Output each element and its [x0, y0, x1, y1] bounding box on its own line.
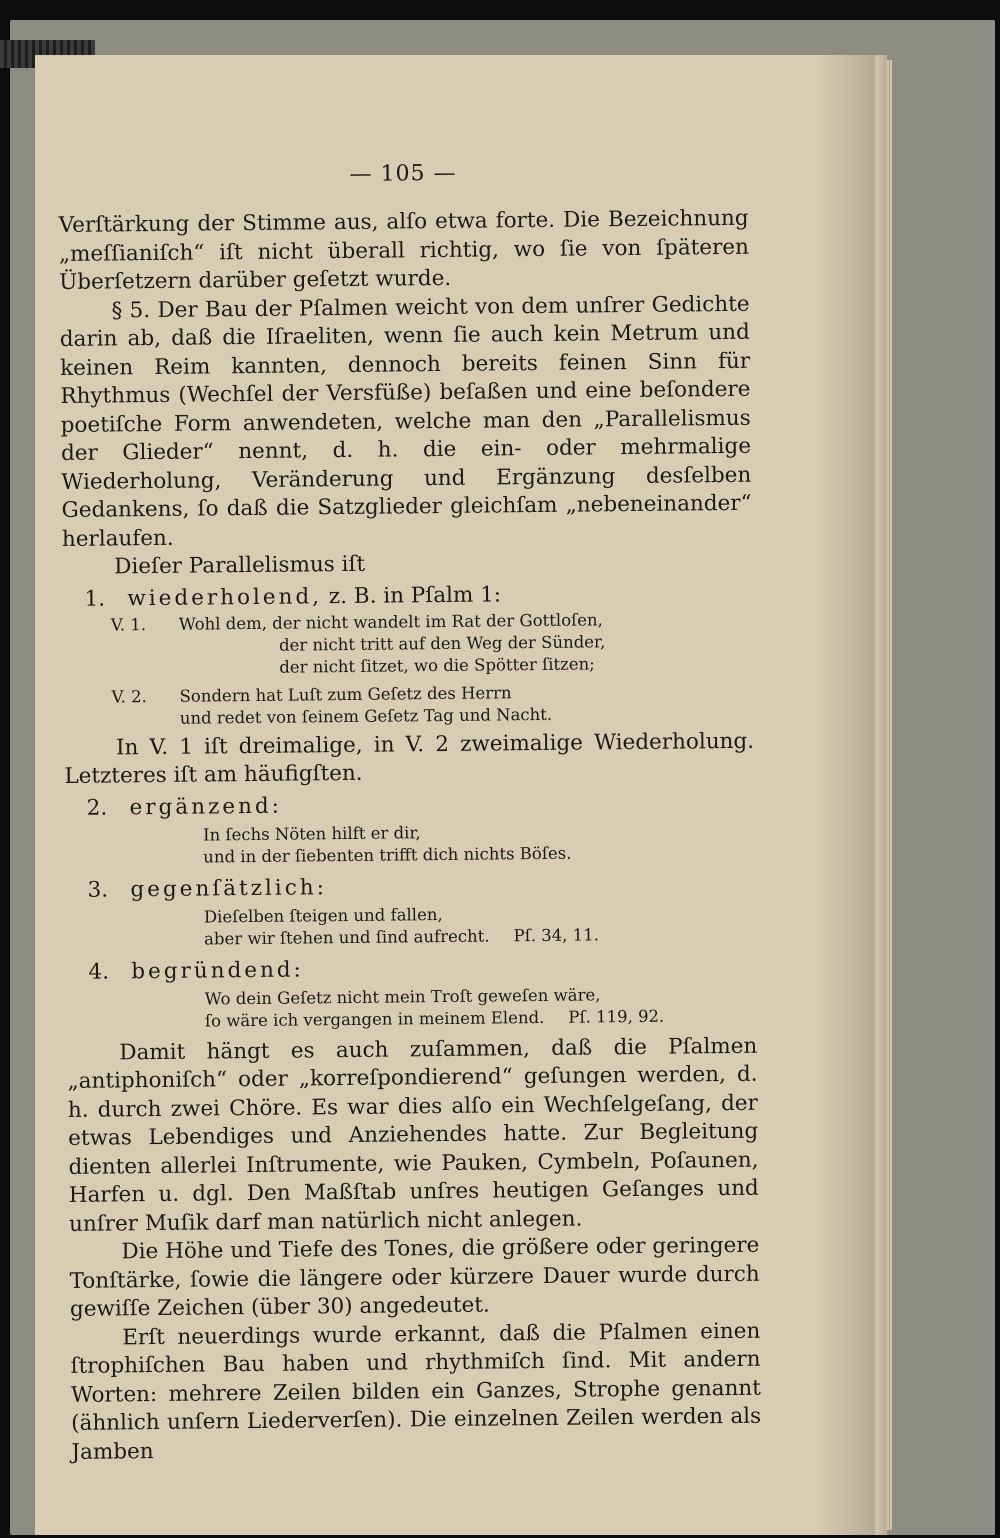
paragraph-2: § 5. Der Bau der Pſalmen weicht von dem unſrer Gedichte darin ab, daß die Iſraeliten, wenn ſie auch kein Metrum und keinen Reim kannten, dennoch bereits feinen Sinn für Rhythmus (Wechſel der Versfüße) beſaßen und eine beſondere poetiſche Form anwendeten, welche man den „Parallelismus der Glieder“ nennt, d. h. die ein- oder mehrmalige Wiederholung, Veränderung und Ergänzung desſelben Gedankens, ſo daß die Satzglieder gleichſam „nebeneinander“ herlaufen.	[59, 291, 752, 552]
verse-label: V. 2.	[111, 686, 147, 706]
verse-line: und redet von ſeinem Geſetz Tag und Nacht.	[179, 704, 553, 728]
verse-line: der nicht tritt auf den Weg der Sünder,	[278, 631, 606, 655]
verse-reference: Pſ. 119, 92.	[568, 1006, 665, 1027]
list-number: 3.	[87, 877, 109, 903]
verse-4	[204, 900, 756, 950]
paragraph-4: In V. 1 iſt dreimalige, in V. 2 zweimalige Wiederholung. Letzteres iſt am häufigſten.	[64, 728, 755, 789]
verse-1	[111, 607, 754, 680]
list-term: begründend:	[131, 956, 304, 984]
verse-label: V. 1.	[110, 614, 147, 634]
list-term: gegenſätzlich:	[130, 874, 328, 902]
page-content	[58, 158, 762, 1467]
verse-2	[111, 679, 753, 730]
verse-line: Wo dein Geſetz nicht mein Troſt geweſen wäre,	[204, 984, 601, 1009]
list-term: wiederholend,	[127, 583, 323, 611]
list-item-3	[87, 868, 755, 905]
verse-line: Sondern hat Luſt zum Geſetz des Herrn	[179, 682, 512, 706]
verse-3	[203, 818, 755, 868]
paragraph-3: Dieſer Parallelismus iſt	[114, 551, 366, 580]
list-term: ergänzend:	[129, 793, 283, 820]
paragraph-5: Damit hängt es auch zuſammen, daß die Pſalmen „antiphoniſch“ oder „korreſpondierend“ geſungen werden, d. h. durch zwei Chöre. Es war dies alſo ein Wechſelgeſang, der etwas Lebendiges und Anziehendes hatte. Zur Begleitung dienten allerlei Inſtrumente, wie Pauken, Cymbeln, Poſaunen, Harfen u. dgl. Den Maßſtab unſres heutigen Geſanges und unſrer Muſik darf man natürlich nicht anlegen.	[67, 1033, 759, 1237]
verse-line: Dieſelben ſteigen und fallen,	[203, 904, 443, 927]
paragraph-1: Verſtärkung der Stimme aus, alſo etwa forte. Die Bezeichnung „meſſianiſch“ iſt nicht überall richtig, wo ſie von ſpäteren Überſetzern darüber geſetzt wurde.	[58, 205, 750, 295]
list-item-4	[88, 950, 756, 987]
verse-5	[205, 982, 757, 1032]
verse-line: und in der ſiebenten trifft dich nichts Böſes.	[203, 843, 572, 867]
list-number: 2.	[86, 795, 108, 821]
paragraph-7: Erſt neuerdings wurde erkannt, daß die Pſalmen einen ſtrophiſchen Bau haben und rhythmiſch ſind. Mit andern Worten: mehrere Zeilen bilden ein Ganzes, Strophe genannt (ähnlich unſern Liederverſen). Die einzelnen Zeilen werden als Jamben	[70, 1318, 762, 1465]
paragraph-6: Die Höhe und Tiefe des Tones, die größere oder geringere Tonſtärke, ſowie die längere oder kürzere Dauer wurde durch gewiſſe Zeichen (über 30) angedeutet.	[69, 1232, 760, 1322]
list-rest: z. B. in Pſalm 1:	[328, 581, 502, 609]
page-number: — 105 —	[349, 160, 457, 187]
verse-line: der nicht ſitzet, wo die Spötter ſitzen;	[279, 653, 595, 677]
list-number: 1.	[84, 586, 106, 612]
verse-line: Wohl dem, der nicht wandelt im Rat der Gottloſen,	[178, 609, 603, 634]
verse-line: aber wir ſtehen und ſind aufrecht.	[204, 926, 490, 949]
verse-reference: Pſ. 34, 11.	[513, 924, 600, 945]
list-item-2	[87, 786, 755, 823]
list-number: 4.	[88, 959, 110, 985]
verse-line: In ſechs Nöten hilft er dir,	[202, 822, 421, 845]
verse-line: ſo wäre ich vergangen in meinem Elend.	[204, 1007, 545, 1031]
